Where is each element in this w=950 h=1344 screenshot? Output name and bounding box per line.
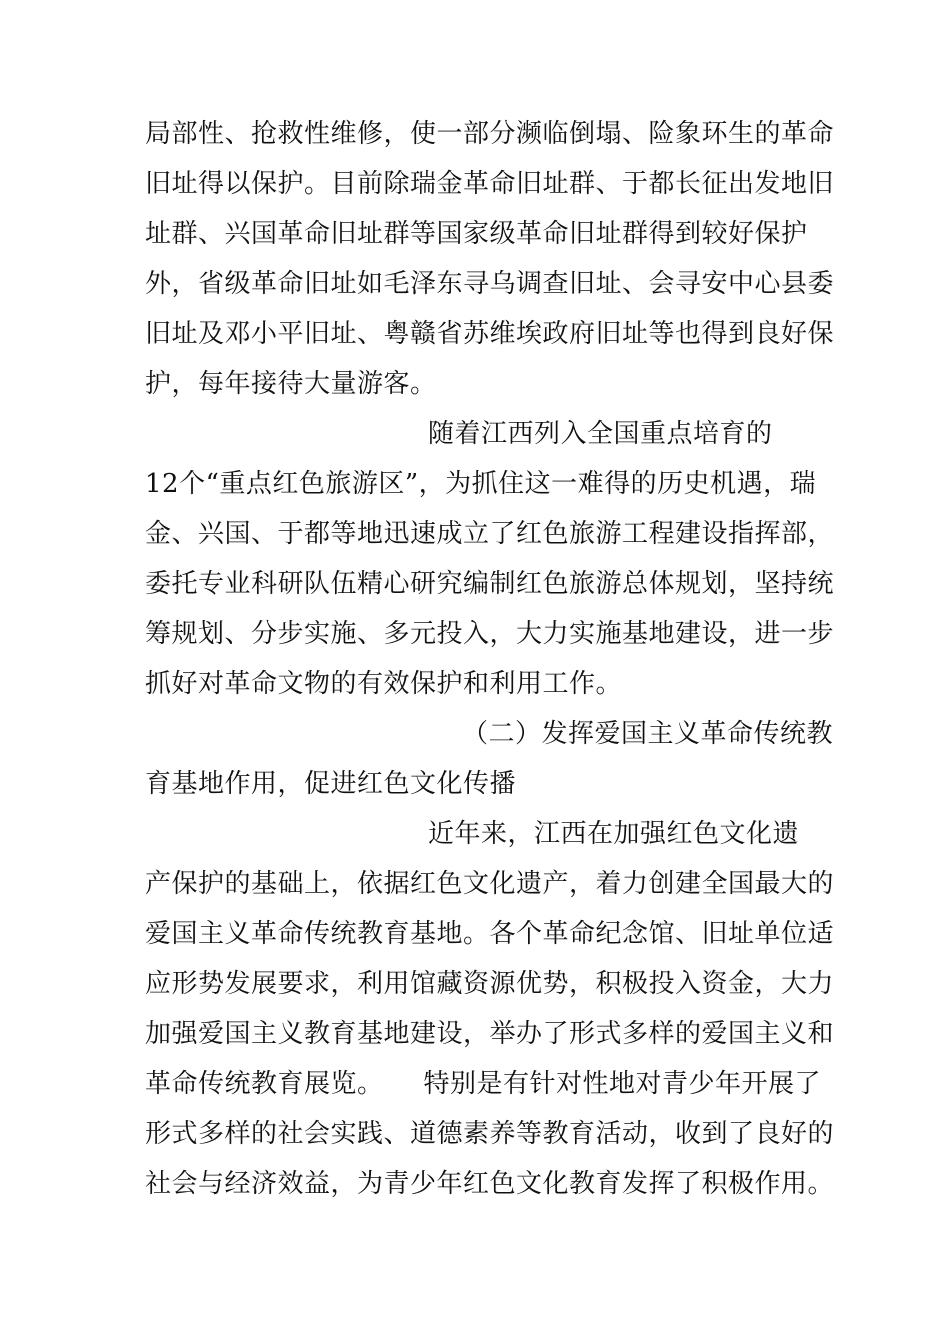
section-heading: （二）发挥爱国主义革命传统教 (462, 719, 834, 749)
text-line: 旧址及邓小平旧址、粤赣省苏维埃政府旧址等也得到良好保 (145, 319, 835, 349)
text-line: 抓好对革命文物的有效保护和利用工作。 (145, 669, 623, 699)
text-line: 外，省级革命旧址如毛泽东寻乌调查旧址、会寻安中心县委 (145, 269, 835, 299)
text-line: 局部性、抢救性维修，使一部分濒临倒塌、险象环生的革命 (145, 119, 835, 149)
text-line: 加强爱国主义教育基地建设，举办了形式多样的爱国主义和 (145, 1019, 835, 1049)
text-line: 革命传统教育展览。 特别是有针对性地对青少年开展了 (145, 1069, 822, 1099)
text-line: 形式多样的社会实践、道德素养等教育活动，收到了良好的 (145, 1119, 835, 1149)
text-line: 产保护的基础上，依据红色文化遗产，着力创建全国最大的 (145, 869, 835, 899)
section-heading-continued: 育基地作用，促进红色文化传播 (145, 769, 517, 799)
text-line: 爱国主义革命传统教育基地。各个革命纪念馆、旧址单位适 (145, 919, 835, 949)
paragraph-start-line: 近年来，江西在加强红色文化遗 (428, 819, 800, 849)
text-line: 应形势发展要求，利用馆藏资源优势，积极投入资金，大力 (145, 969, 835, 999)
text-line: 12个“重点红色旅游区”，为抓住这一难得的历史机遇，瑞 (145, 469, 817, 499)
text-line: 筹规划、分步实施、多元投入，大力实施基地建设，进一步 (145, 619, 835, 649)
text-line: 旧址得以保护。目前除瑞金革命旧址群、于都长征出发地旧 (145, 169, 835, 199)
text-line: 护，每年接待大量游客。 (145, 369, 437, 399)
text-line: 社会与经济效益，为青少年红色文化教育发挥了积极作用。 (145, 1169, 835, 1199)
text-line: 金、兴国、于都等地迅速成立了红色旅游工程建设指挥部， (145, 519, 835, 549)
text-line: 委托专业科研队伍精心研究编制红色旅游总体规划，坚持统 (145, 569, 835, 599)
text-line: 址群、兴国革命旧址群等国家级革命旧址群得到较好保护 (145, 219, 808, 249)
paragraph-start-line: 随着江西列入全国重点培育的 (428, 419, 773, 449)
